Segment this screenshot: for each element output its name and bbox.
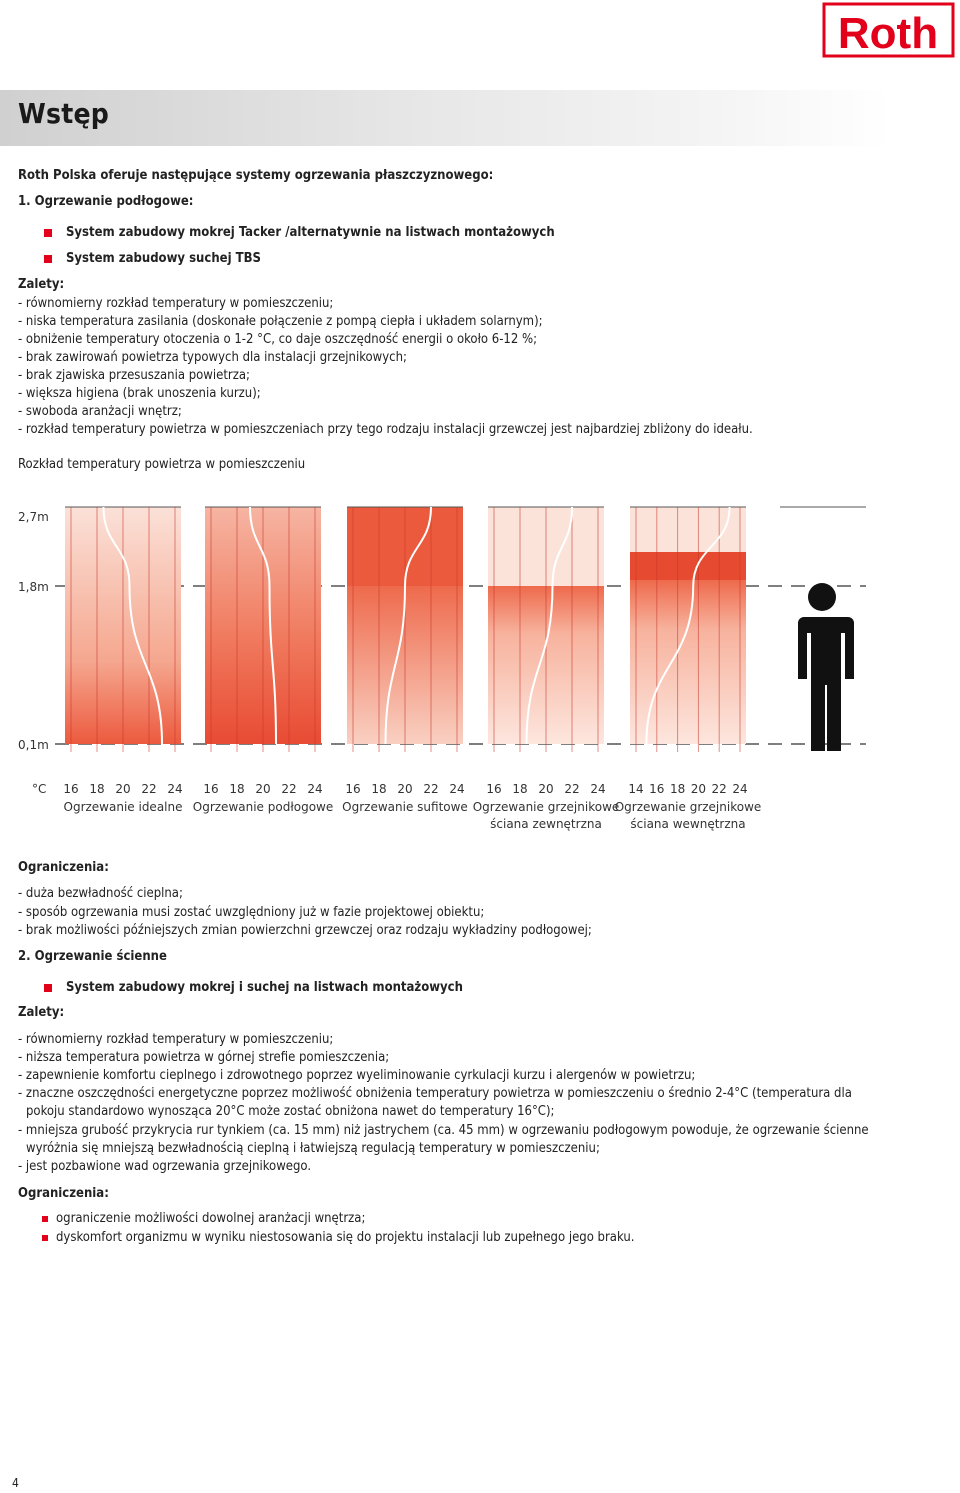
person-silhouette-icon bbox=[796, 583, 854, 751]
tick-label: 18 bbox=[229, 782, 245, 796]
bullet-icon bbox=[44, 984, 52, 992]
chart-panel bbox=[488, 507, 604, 752]
panel-sublabel: ściana wewnętrzna bbox=[630, 817, 746, 831]
chart-panel bbox=[347, 507, 463, 752]
advantage-item: - większa higiena (brak unoszenia kurzu); bbox=[18, 386, 261, 401]
panel-fill-band bbox=[630, 552, 746, 580]
chart-panel bbox=[65, 507, 181, 752]
tick-label: 20 bbox=[538, 782, 554, 796]
chart-panel bbox=[205, 507, 321, 752]
intro-text: Roth Polska oferuje następujące systemy ogrzewania płaszczyznowego: bbox=[18, 168, 494, 183]
tick-label: 16 bbox=[63, 782, 79, 796]
limitation-item: - duża bezwładność cieplna; bbox=[18, 886, 183, 901]
tick-label: 24 bbox=[167, 782, 183, 796]
tick-label: 24 bbox=[590, 782, 606, 796]
tick-label: 20 bbox=[690, 782, 707, 796]
page-number: 4 bbox=[12, 1476, 19, 1490]
tick-label: 18 bbox=[512, 782, 528, 796]
panel-sublabel: ściana zewnętrzna bbox=[490, 817, 602, 831]
advantage-item: - obniżenie temperatury otoczenia o 1-2 °C, co daje oszczędność energii o około 6-12 %; bbox=[18, 332, 538, 347]
advantage-item: - niska temperatura zasilania (doskonałe połączenie z pompą ciepła i układem solarnym); bbox=[18, 314, 543, 329]
temperature-distribution-chart bbox=[0, 480, 960, 860]
limitation-item: - brak możliwości późniejszych zmian powierzchni grzewczej oraz rodzaju wykładziny podłogowej; bbox=[18, 923, 592, 938]
panel-label: Ogrzewanie grzejnikowe bbox=[614, 800, 762, 814]
panel-label: Ogrzewanie sufitowe bbox=[342, 800, 468, 814]
height-label: 1,8m bbox=[18, 580, 49, 594]
tick-label: 22 bbox=[281, 782, 297, 796]
system-item: System zabudowy mokrej Tacker /alternatywnie na listwach montażowych bbox=[66, 225, 555, 240]
tick-label: 14 bbox=[628, 782, 644, 796]
section2-heading: 2. Ogrzewanie ścienne bbox=[18, 949, 167, 964]
tick-label: 16 bbox=[649, 782, 665, 796]
bullet-icon bbox=[42, 1235, 48, 1241]
tick-label: 22 bbox=[423, 782, 439, 796]
advantage-item: - brak zawirowań powietrza typowych dla instalacji grzejnikowych; bbox=[18, 350, 407, 365]
bullet-icon bbox=[42, 1216, 48, 1222]
advantage-item: - równomierny rozkład temperatury w pomieszczeniu; bbox=[18, 1032, 334, 1047]
tick-label: 18 bbox=[669, 782, 686, 796]
unit-label: °C bbox=[32, 782, 47, 796]
advantage-item: wyróżnia się mniejszą bezwładnością cieplną i łatwiejszą regulacją temperatury w pomieszczeniu; bbox=[26, 1141, 600, 1156]
advantage-item: - rozkład temperatury powietrza w pomieszczeniach przy tego rodzaju instalacji grzewczej jest najbardziej zbliżony do ideału. bbox=[18, 422, 753, 437]
limitations-label: Ograniczenia: bbox=[18, 1186, 109, 1201]
advantage-item: - brak zjawiska przesuszania powietrza; bbox=[18, 368, 250, 383]
limitation-item: - sposób ogrzewania musi zostać uwzględniony już w fazie projektowej obiektu; bbox=[18, 905, 485, 920]
tick-label: 16 bbox=[203, 782, 219, 796]
tick-label: 18 bbox=[89, 782, 105, 796]
height-label: 2,7m bbox=[18, 510, 49, 524]
advantages-label: Zalety: bbox=[18, 277, 65, 292]
advantage-item: - równomierny rozkład temperatury w pomieszczeniu; bbox=[18, 296, 334, 311]
advantage-item: pokoju standardowo wynosząca 20°C może zostać obniżona nawet do temperatury 16°C); bbox=[26, 1104, 555, 1119]
panel-label: Ogrzewanie grzejnikowe bbox=[472, 800, 620, 814]
tick-label: 22 bbox=[711, 782, 727, 796]
advantage-item: - zapewnienie komfortu cieplnego i zdrowotnego poprzez wyeliminowanie cyrkulacji kurzu i alergenów w powietrzu; bbox=[18, 1068, 696, 1083]
page-title: Wstęp bbox=[18, 97, 109, 130]
advantages-label: Zalety: bbox=[18, 1005, 65, 1020]
tick-label: 22 bbox=[564, 782, 580, 796]
advantage-item: - swoboda aranżacji wnętrz; bbox=[18, 404, 182, 419]
bullet-icon bbox=[44, 229, 52, 237]
tick-label: 20 bbox=[115, 782, 131, 796]
tick-label: 20 bbox=[397, 782, 413, 796]
advantage-item: - niższa temperatura powietrza w górnej strefie pomieszczenia; bbox=[18, 1050, 390, 1065]
bullet-icon bbox=[44, 255, 52, 263]
advantage-item: - mniejsza grubość przykrycia rur tynkiem (ca. 15 mm) niż jastrychem (ca. 45 mm) w ogrzewaniu podłogowym powoduje, że ogrzewanie ścienne bbox=[18, 1123, 869, 1138]
advantage-item: - jest pozbawione wad ogrzewania grzejnikowego. bbox=[18, 1159, 312, 1174]
chart-caption: Rozkład temperatury powietrza w pomieszczeniu bbox=[18, 457, 306, 472]
limitation-item: dyskomfort organizmu w wyniku niestosowania się do projektu instalacji lub zupełnego jego braku. bbox=[56, 1230, 635, 1245]
advantage-item: - znaczne oszczędności energetyczne poprzez możliwość obniżenia temperatury powietrza w pomieszczeniu o średnio 2-4°C (temperatura dla bbox=[18, 1086, 852, 1101]
system-item: System zabudowy suchej TBS bbox=[66, 251, 261, 266]
limitations-label: Ograniczenia: bbox=[18, 860, 109, 875]
tick-label: 24 bbox=[449, 782, 465, 796]
section1-heading: 1. Ogrzewanie podłogowe: bbox=[18, 194, 194, 209]
tick-label: 22 bbox=[141, 782, 157, 796]
tick-label: 16 bbox=[345, 782, 361, 796]
title-band bbox=[0, 90, 890, 146]
limitation-item: ograniczenie możliwości dowolnej aranżacji wnętrza; bbox=[56, 1211, 366, 1226]
logo-text: Roth bbox=[837, 9, 939, 58]
panel-label: Ogrzewanie podłogowe bbox=[192, 800, 334, 814]
tick-label: 24 bbox=[732, 782, 748, 796]
tick-label: 24 bbox=[307, 782, 323, 796]
tick-label: 20 bbox=[255, 782, 271, 796]
panel-label: Ogrzewanie idealne bbox=[63, 800, 183, 814]
roth-logo bbox=[822, 2, 955, 58]
tick-label: 18 bbox=[371, 782, 387, 796]
height-label: 0,1m bbox=[18, 738, 49, 752]
tick-label: 16 bbox=[486, 782, 502, 796]
system-item: System zabudowy mokrej i suchej na listwach montażowych bbox=[66, 980, 463, 995]
